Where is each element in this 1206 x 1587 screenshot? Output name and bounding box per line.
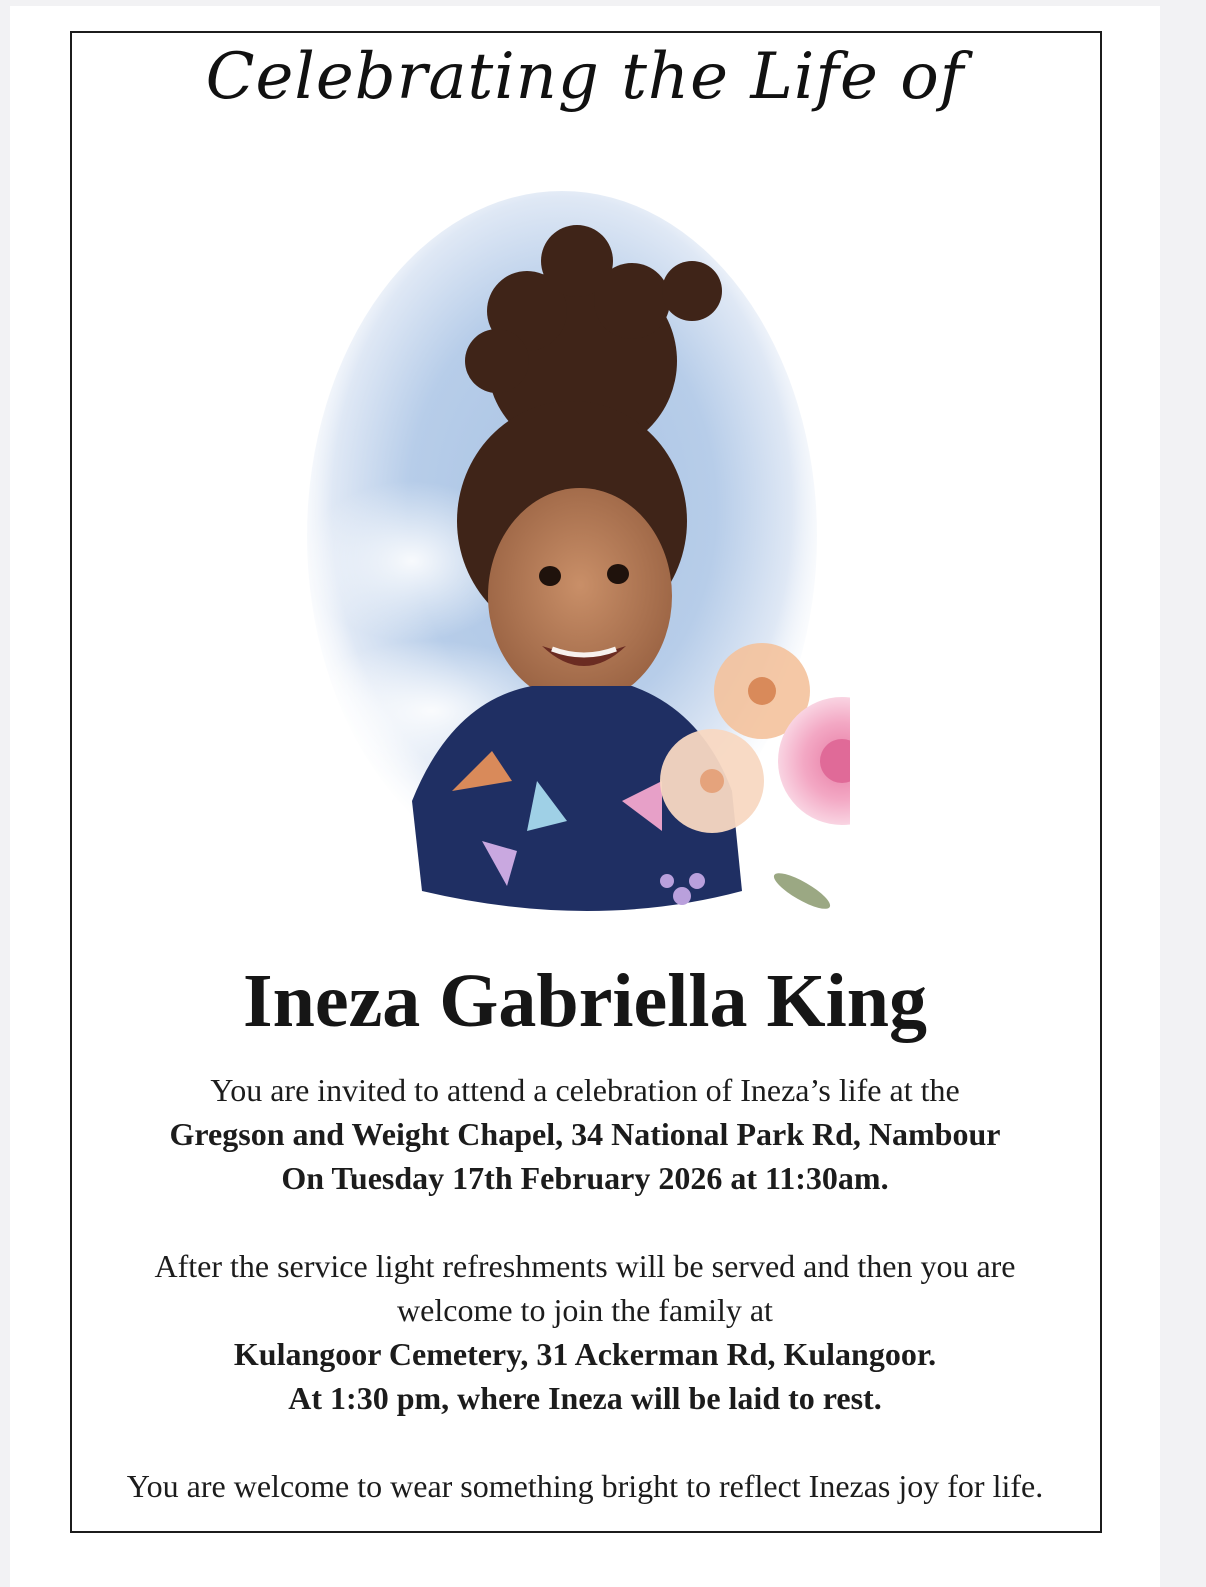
burial-venue: Kulangoor Cemetery, 31 Ackerman Rd, Kulangoor. xyxy=(233,1336,937,1372)
dress-note xyxy=(10,1464,1160,1508)
memorial-card-page xyxy=(10,6,1160,1587)
portrait-photo-with-flowers xyxy=(302,191,850,926)
service-venue: Gregson and Weight Chapel, 34 National Park Rd, Nambour xyxy=(169,1116,1001,1152)
burial-intro-line2: welcome to join the family at xyxy=(397,1292,773,1328)
burial-intro-line1: After the service light refreshments will be served and then you are xyxy=(154,1248,1016,1284)
service-intro: You are invited to attend a celebration of Ineza’s life at the xyxy=(210,1072,960,1108)
burial-time: At 1:30 pm, where Ineza will be laid to rest. xyxy=(288,1380,882,1416)
dress-note-text: You are welcome to wear something bright to reflect Inezas joy for life. xyxy=(126,1468,1044,1504)
service-datetime: On Tuesday 17th February 2026 at 11:30am. xyxy=(281,1160,889,1196)
service-details xyxy=(10,1068,1160,1200)
deceased-name: Ineza Gabriella King xyxy=(243,959,927,1043)
burial-details xyxy=(10,1244,1160,1420)
heading-celebrating: Celebrating the Life of xyxy=(205,40,965,114)
